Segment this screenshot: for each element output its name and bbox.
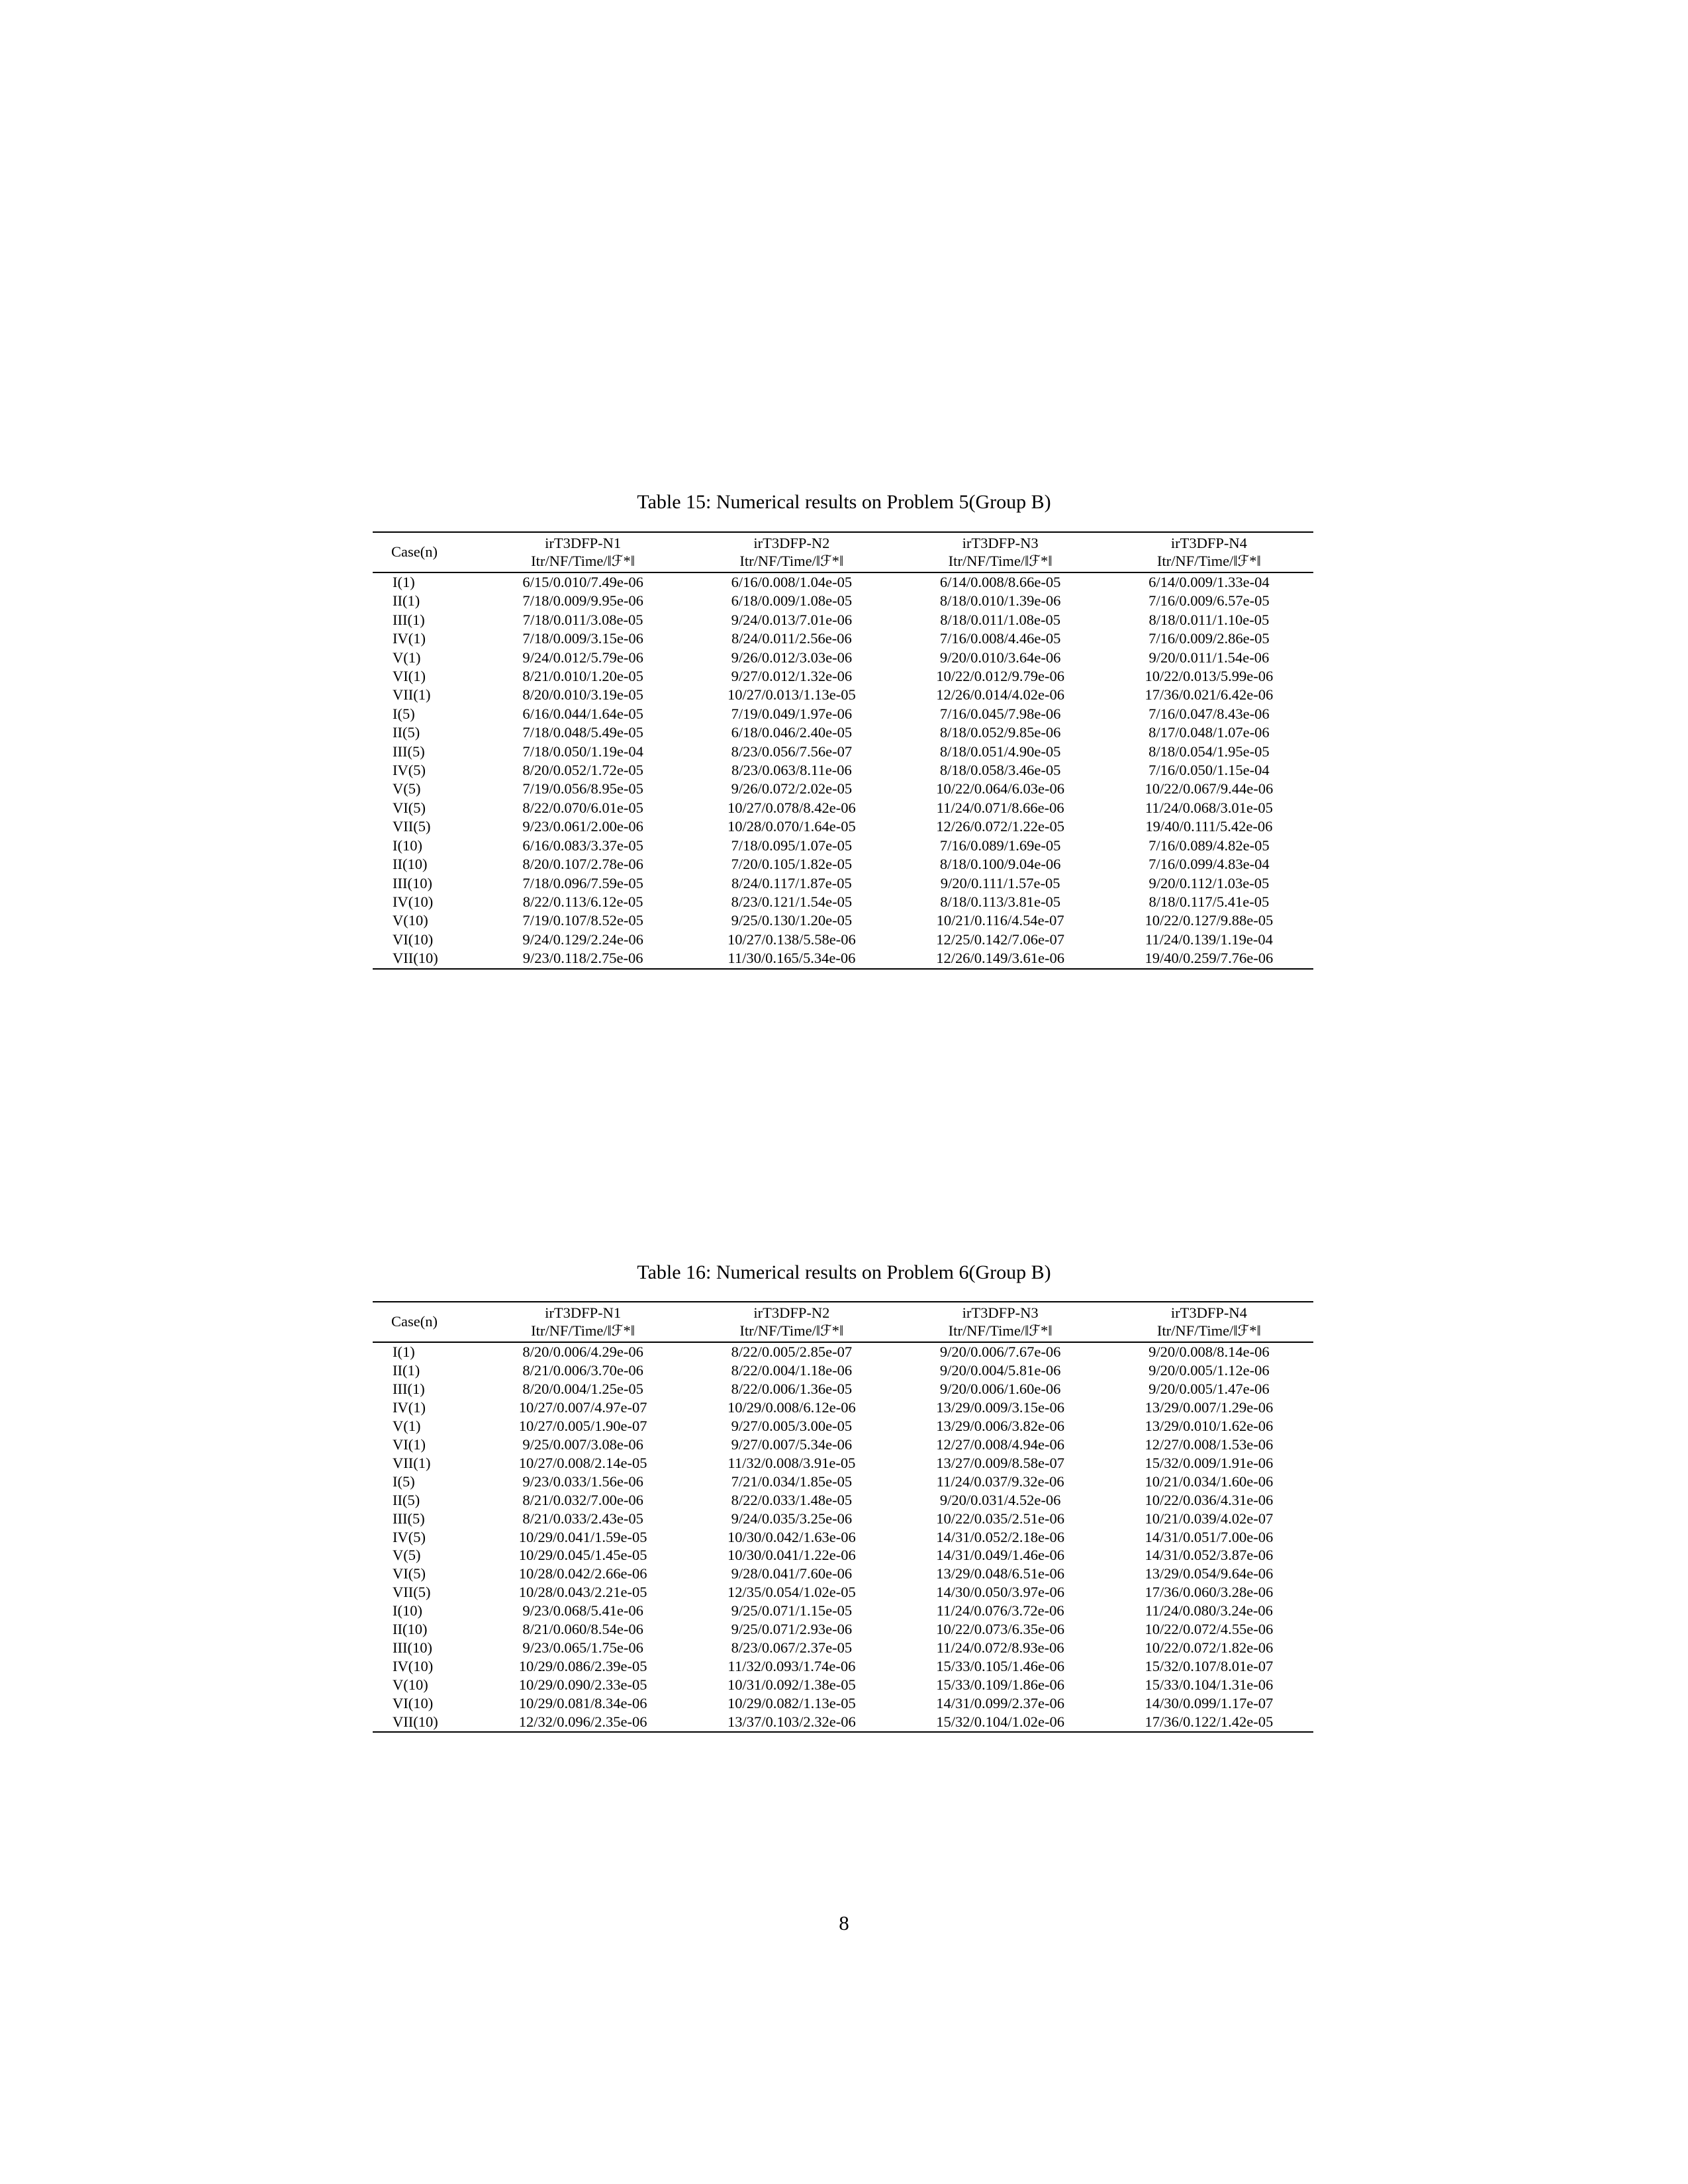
algorithm-column-header [479, 1302, 687, 1342]
value-cell: 13/29/0.010/1.62e-06 [1145, 1417, 1274, 1434]
algorithm-name: irT3DFP-N2 [753, 1304, 830, 1321]
metric-format-label: Itr/NF/Time/‖ℱ*‖ [739, 553, 844, 569]
table-16-header [373, 1302, 1313, 1342]
value-cell: 7/16/0.099/4.83e-04 [1149, 856, 1270, 873]
value-cell: 11/30/0.165/5.34e-06 [727, 950, 856, 967]
value-cell: 15/32/0.107/8.01e-07 [1145, 1658, 1274, 1675]
table-row [373, 1713, 1313, 1732]
case-cell: VI(1) [393, 668, 426, 685]
header-row [373, 1302, 1313, 1342]
table-row [373, 1473, 1313, 1491]
value-cell: 8/20/0.010/3.19e-05 [522, 686, 643, 704]
case-cell: II(1) [393, 1361, 420, 1379]
case-cell: III(1) [393, 611, 425, 628]
case-cell: V(10) [393, 912, 428, 929]
value-cell: 6/14/0.009/1.33e-04 [1149, 574, 1270, 590]
value-cell: 8/18/0.011/1.10e-05 [1149, 611, 1270, 628]
value-cell: 9/20/0.006/1.60e-06 [939, 1380, 1061, 1397]
table-row [373, 1361, 1313, 1380]
case-cell: IV(1) [393, 630, 426, 647]
case-cell: V(1) [393, 649, 421, 666]
value-cell: 10/22/0.012/9.79e-06 [936, 668, 1064, 685]
case-cell: VII(10) [393, 1713, 438, 1731]
case-cell: VII(1) [393, 686, 431, 704]
value-cell: 7/16/0.009/2.86e-05 [1149, 630, 1270, 647]
case-cell: III(1) [393, 1380, 425, 1397]
value-cell: 11/32/0.093/1.74e-06 [727, 1658, 856, 1675]
value-cell: 6/15/0.010/7.49e-06 [522, 574, 643, 590]
value-cell: 9/20/0.031/4.52e-06 [939, 1491, 1061, 1508]
case-cell: VII(10) [393, 950, 438, 967]
table-row [373, 1491, 1313, 1510]
value-cell: 8/18/0.113/3.81e-05 [940, 893, 1060, 910]
value-cell: 6/18/0.009/1.08e-05 [731, 592, 853, 610]
value-cell: 9/24/0.129/2.24e-06 [522, 931, 643, 948]
case-cell: V(5) [393, 1547, 421, 1564]
value-cell: 12/26/0.149/3.61e-06 [936, 950, 1064, 967]
case-cell: III(10) [393, 1639, 432, 1657]
table-15-caption: Table 15: Numerical results on Problem 5(Group B) [637, 491, 1051, 513]
value-cell: 9/23/0.118/2.75e-06 [522, 950, 643, 967]
value-cell: 6/16/0.044/1.64e-05 [522, 705, 643, 722]
value-cell: 10/27/0.005/1.90e-07 [518, 1417, 647, 1434]
value-cell: 10/21/0.034/1.60e-06 [1145, 1473, 1274, 1490]
case-cell: IV(10) [393, 893, 434, 910]
value-cell: 8/17/0.048/1.07e-06 [1149, 724, 1270, 741]
table-row [373, 1657, 1313, 1676]
value-cell: 12/25/0.142/7.06e-07 [936, 931, 1064, 948]
value-cell: 17/36/0.060/3.28e-06 [1145, 1584, 1274, 1601]
value-cell: 11/32/0.008/3.91e-05 [727, 1454, 856, 1471]
table-row [373, 931, 1313, 949]
value-cell: 7/16/0.089/4.82e-05 [1149, 837, 1270, 854]
case-column-header: Case(n) [391, 543, 438, 560]
table-row [373, 649, 1313, 667]
value-cell: 17/36/0.021/6.42e-06 [1145, 686, 1274, 704]
table-row [373, 1602, 1313, 1620]
value-cell: 14/30/0.050/3.97e-06 [936, 1584, 1064, 1601]
table-row [373, 874, 1313, 893]
value-cell: 8/22/0.033/1.48e-05 [731, 1491, 853, 1508]
value-cell: 14/31/0.099/2.37e-06 [936, 1695, 1064, 1712]
case-cell: IV(5) [393, 762, 426, 779]
table-row [373, 893, 1313, 911]
case-column-header: Case(n) [391, 1313, 438, 1330]
algorithm-name: irT3DFP-N4 [1170, 1304, 1247, 1321]
value-cell: 6/16/0.083/3.37e-05 [522, 837, 643, 854]
value-cell: 8/21/0.010/1.20e-05 [522, 668, 643, 685]
value-cell: 14/31/0.049/1.46e-06 [936, 1547, 1064, 1564]
value-cell: 10/22/0.035/2.51e-06 [936, 1510, 1064, 1527]
value-cell: 9/25/0.007/3.08e-06 [522, 1435, 643, 1453]
value-cell: 10/30/0.041/1.22e-06 [727, 1547, 856, 1564]
table-row [373, 1342, 1313, 1361]
value-cell: 13/29/0.048/6.51e-06 [936, 1565, 1064, 1582]
table-row [373, 1528, 1313, 1547]
case-cell: II(10) [393, 856, 428, 873]
value-cell: 11/24/0.037/9.32e-06 [936, 1473, 1064, 1490]
algorithm-column-header [896, 1302, 1105, 1342]
table-row [373, 667, 1313, 686]
value-cell: 7/16/0.047/8.43e-06 [1149, 705, 1270, 722]
metric-format-label: Itr/NF/Time/‖ℱ*‖ [1156, 553, 1261, 569]
value-cell: 7/18/0.009/9.95e-06 [522, 592, 643, 610]
value-cell: 17/36/0.122/1.42e-05 [1145, 1713, 1274, 1731]
table-row [373, 686, 1313, 704]
value-cell: 8/21/0.060/8.54e-06 [522, 1621, 643, 1638]
value-cell: 10/22/0.013/5.99e-06 [1145, 668, 1274, 685]
value-cell: 7/18/0.096/7.59e-05 [522, 874, 643, 891]
value-cell: 9/23/0.033/1.56e-06 [522, 1473, 643, 1490]
table-row [373, 629, 1313, 648]
table-row [373, 949, 1313, 968]
value-cell: 9/28/0.041/7.60e-06 [731, 1565, 853, 1582]
value-cell: 10/22/0.064/6.03e-06 [936, 780, 1064, 797]
value-cell: 8/18/0.010/1.39e-06 [939, 592, 1061, 610]
value-cell: 10/31/0.092/1.38e-05 [727, 1676, 856, 1694]
value-cell: 7/18/0.009/3.15e-06 [522, 630, 643, 647]
table-row [373, 1620, 1313, 1639]
table-15-header [373, 532, 1313, 572]
table-row [373, 611, 1313, 629]
value-cell: 7/20/0.105/1.82e-05 [731, 856, 853, 873]
algorithm-column-header [687, 532, 896, 572]
algorithm-name: irT3DFP-N3 [962, 1304, 1039, 1321]
value-cell: 11/24/0.080/3.24e-06 [1145, 1602, 1273, 1619]
metric-format-label: Itr/NF/Time/‖ℱ*‖ [739, 1322, 844, 1339]
value-cell: 9/26/0.012/3.03e-06 [731, 649, 853, 666]
case-cell: V(10) [393, 1676, 428, 1694]
value-cell: 13/27/0.009/8.58e-07 [936, 1454, 1064, 1471]
value-cell: 10/21/0.116/4.54e-07 [936, 912, 1064, 929]
table-row [373, 761, 1313, 780]
value-cell: 10/22/0.073/6.35e-06 [936, 1621, 1064, 1638]
case-cell: V(5) [393, 780, 421, 797]
value-cell: 9/20/0.006/7.67e-06 [939, 1343, 1061, 1360]
value-cell: 10/29/0.045/1.45e-05 [518, 1547, 647, 1564]
table-row [373, 1694, 1313, 1713]
table-row [373, 837, 1313, 855]
value-cell: 8/18/0.011/1.08e-05 [940, 611, 1060, 628]
value-cell: 8/20/0.107/2.78e-06 [522, 856, 643, 873]
value-cell: 10/22/0.072/1.82e-06 [1145, 1639, 1274, 1657]
value-cell: 9/20/0.004/5.81e-06 [939, 1361, 1061, 1379]
value-cell: 7/18/0.050/1.19e-04 [522, 743, 643, 760]
value-cell: 12/27/0.008/4.94e-06 [936, 1435, 1064, 1453]
value-cell: 14/31/0.051/7.00e-06 [1145, 1528, 1274, 1545]
value-cell: 15/33/0.104/1.31e-06 [1145, 1676, 1274, 1694]
case-cell: I(5) [393, 705, 415, 722]
value-cell: 10/21/0.039/4.02e-07 [1145, 1510, 1274, 1527]
metric-format-label: Itr/NF/Time/‖ℱ*‖ [531, 1322, 635, 1339]
value-cell: 11/24/0.139/1.19e-04 [1145, 931, 1273, 948]
value-cell: 9/23/0.065/1.75e-06 [522, 1639, 643, 1657]
case-cell: IV(5) [393, 1528, 426, 1545]
value-cell: 19/40/0.111/5.42e-06 [1145, 818, 1273, 835]
value-cell: 12/26/0.014/4.02e-06 [936, 686, 1064, 704]
value-cell: 9/20/0.005/1.47e-06 [1149, 1380, 1270, 1397]
metric-format-label: Itr/NF/Time/‖ℱ*‖ [1156, 1322, 1261, 1339]
case-cell: IV(10) [393, 1658, 434, 1675]
value-cell: 15/33/0.105/1.46e-06 [936, 1658, 1064, 1675]
value-cell: 7/18/0.095/1.07e-05 [731, 837, 853, 854]
value-cell: 6/14/0.008/8.66e-05 [939, 574, 1061, 590]
value-cell: 10/27/0.013/1.13e-05 [727, 686, 856, 704]
value-cell: 8/22/0.070/6.01e-05 [522, 799, 643, 816]
value-cell: 9/24/0.012/5.79e-06 [522, 649, 643, 666]
algorithm-column-header [896, 532, 1105, 572]
case-cell: VI(10) [393, 1695, 434, 1712]
table-15-body [373, 572, 1313, 969]
table-row [373, 780, 1313, 798]
algorithm-name: irT3DFP-N4 [1170, 535, 1247, 551]
value-cell: 9/25/0.071/2.93e-06 [731, 1621, 853, 1638]
value-cell: 14/31/0.052/3.87e-06 [1145, 1547, 1274, 1564]
value-cell: 13/37/0.103/2.32e-06 [727, 1713, 856, 1731]
value-cell: 14/31/0.052/2.18e-06 [936, 1528, 1064, 1545]
value-cell: 8/24/0.117/1.87e-05 [731, 874, 852, 891]
value-cell: 7/16/0.008/4.46e-05 [939, 630, 1061, 647]
table-row [373, 572, 1313, 592]
value-cell: 9/20/0.005/1.12e-06 [1149, 1361, 1270, 1379]
case-cell: VII(5) [393, 1584, 431, 1601]
value-cell: 10/29/0.086/2.39e-05 [518, 1658, 647, 1675]
value-cell: 8/22/0.004/1.18e-06 [731, 1361, 853, 1379]
case-cell: VI(1) [393, 1435, 426, 1453]
value-cell: 12/26/0.072/1.22e-05 [936, 818, 1064, 835]
value-cell: 13/29/0.006/3.82e-06 [936, 1417, 1064, 1434]
table-row [373, 1510, 1313, 1528]
metric-format-label: Itr/NF/Time/‖ℱ*‖ [948, 553, 1053, 569]
value-cell: 8/21/0.033/2.43e-05 [522, 1510, 643, 1527]
value-cell: 10/29/0.081/8.34e-06 [518, 1695, 647, 1712]
case-cell: II(1) [393, 592, 420, 610]
value-cell: 8/20/0.052/1.72e-05 [522, 762, 643, 779]
value-cell: 10/27/0.008/2.14e-05 [518, 1454, 647, 1471]
metric-format-label: Itr/NF/Time/‖ℱ*‖ [531, 553, 635, 569]
results-table-16 [373, 1301, 1313, 1733]
case-cell: II(5) [393, 1491, 420, 1508]
table-row [373, 743, 1313, 761]
case-cell: I(10) [393, 1602, 422, 1619]
case-cell: V(1) [393, 1417, 421, 1434]
case-cell: VI(10) [393, 931, 434, 948]
value-cell: 7/19/0.107/8.52e-05 [522, 912, 643, 929]
value-cell: 9/27/0.007/5.34e-06 [731, 1435, 853, 1453]
table-row [373, 1398, 1313, 1417]
case-cell: VII(1) [393, 1454, 431, 1471]
value-cell: 7/19/0.049/1.97e-06 [731, 705, 853, 722]
value-cell: 7/16/0.045/7.98e-06 [939, 705, 1061, 722]
value-cell: 7/16/0.009/6.57e-05 [1149, 592, 1270, 610]
value-cell: 7/16/0.089/1.69e-05 [939, 837, 1061, 854]
table-row [373, 705, 1313, 723]
algorithm-column-header [687, 1302, 896, 1342]
value-cell: 13/29/0.054/9.64e-06 [1145, 1565, 1274, 1582]
algorithm-column-header [479, 532, 687, 572]
value-cell: 10/29/0.082/1.13e-05 [727, 1695, 856, 1712]
table-row [373, 799, 1313, 817]
value-cell: 8/18/0.054/1.95e-05 [1149, 743, 1270, 760]
value-cell: 10/29/0.008/6.12e-06 [727, 1398, 856, 1416]
value-cell: 10/22/0.036/4.31e-06 [1145, 1491, 1274, 1508]
value-cell: 9/25/0.130/1.20e-05 [731, 912, 853, 929]
table-row [373, 1676, 1313, 1694]
value-cell: 9/20/0.008/8.14e-06 [1149, 1343, 1270, 1360]
value-cell: 8/23/0.056/7.56e-07 [731, 743, 853, 760]
value-cell: 9/25/0.071/1.15e-05 [731, 1602, 853, 1619]
value-cell: 10/27/0.078/8.42e-06 [727, 799, 856, 816]
table-row [373, 1435, 1313, 1454]
value-cell: 8/18/0.117/5.41e-05 [1149, 893, 1270, 910]
value-cell: 8/22/0.113/6.12e-05 [522, 893, 643, 910]
case-cell: I(5) [393, 1473, 415, 1490]
value-cell: 10/29/0.041/1.59e-05 [518, 1528, 647, 1545]
table-row [373, 1380, 1313, 1398]
value-cell: 10/27/0.007/4.97e-07 [518, 1398, 647, 1416]
value-cell: 8/22/0.005/2.85e-07 [731, 1343, 853, 1360]
value-cell: 7/16/0.050/1.15e-04 [1149, 762, 1270, 779]
value-cell: 12/32/0.096/2.35e-06 [518, 1713, 647, 1731]
case-cell: III(5) [393, 743, 425, 760]
table-row [373, 1565, 1313, 1583]
value-cell: 9/23/0.068/5.41e-06 [522, 1602, 643, 1619]
value-cell: 10/30/0.042/1.63e-06 [727, 1528, 856, 1545]
case-cell: III(5) [393, 1510, 425, 1527]
case-cell: VII(5) [393, 818, 431, 835]
value-cell: 9/24/0.035/3.25e-06 [731, 1510, 853, 1527]
value-cell: 9/27/0.012/1.32e-06 [731, 668, 853, 685]
table-row [373, 1583, 1313, 1602]
value-cell: 9/27/0.005/3.00e-05 [731, 1417, 853, 1434]
value-cell: 9/20/0.111/1.57e-05 [940, 874, 1060, 891]
value-cell: 13/29/0.007/1.29e-06 [1145, 1398, 1274, 1416]
case-cell: I(1) [393, 574, 415, 590]
case-cell: I(10) [393, 837, 422, 854]
case-cell: VI(5) [393, 799, 426, 816]
value-cell: 7/18/0.011/3.08e-05 [522, 611, 643, 628]
value-cell: 9/20/0.010/3.64e-06 [939, 649, 1061, 666]
value-cell: 19/40/0.259/7.76e-06 [1145, 950, 1274, 967]
table-row [373, 911, 1313, 930]
value-cell: 8/21/0.032/7.00e-06 [522, 1491, 643, 1508]
value-cell: 8/20/0.006/4.29e-06 [522, 1343, 643, 1360]
value-cell: 6/18/0.046/2.40e-05 [731, 724, 853, 741]
value-cell: 12/35/0.054/1.02e-05 [727, 1584, 856, 1601]
value-cell: 11/24/0.071/8.66e-06 [936, 799, 1064, 816]
value-cell: 8/23/0.121/1.54e-05 [731, 893, 853, 910]
value-cell: 10/28/0.042/2.66e-06 [518, 1565, 647, 1582]
table-row [373, 1454, 1313, 1473]
algorithm-name: irT3DFP-N3 [962, 535, 1039, 551]
table-row [373, 1417, 1313, 1435]
results-table-15 [373, 531, 1313, 970]
value-cell: 11/24/0.072/8.93e-06 [936, 1639, 1064, 1657]
value-cell: 15/32/0.104/1.02e-06 [936, 1713, 1064, 1731]
table-row [373, 1546, 1313, 1565]
value-cell: 7/18/0.048/5.49e-05 [522, 724, 643, 741]
value-cell: 8/18/0.058/3.46e-05 [939, 762, 1061, 779]
value-cell: 8/18/0.051/4.90e-05 [939, 743, 1061, 760]
value-cell: 7/19/0.056/8.95e-05 [522, 780, 643, 797]
value-cell: 15/33/0.109/1.86e-06 [936, 1676, 1064, 1694]
value-cell: 8/24/0.011/2.56e-06 [731, 630, 852, 647]
value-cell: 10/22/0.072/4.55e-06 [1145, 1621, 1274, 1638]
table-row [373, 817, 1313, 836]
value-cell: 10/22/0.067/9.44e-06 [1145, 780, 1274, 797]
value-cell: 11/24/0.068/3.01e-05 [1145, 799, 1273, 816]
case-cell: II(5) [393, 724, 420, 741]
value-cell: 10/29/0.090/2.33e-05 [518, 1676, 647, 1694]
value-cell: 8/22/0.006/1.36e-05 [731, 1380, 853, 1397]
case-cell: II(10) [393, 1621, 428, 1638]
value-cell: 8/23/0.063/8.11e-06 [731, 762, 852, 779]
value-cell: 9/23/0.061/2.00e-06 [522, 818, 643, 835]
value-cell: 10/27/0.138/5.58e-06 [727, 931, 856, 948]
value-cell: 8/20/0.004/1.25e-05 [522, 1380, 643, 1397]
algorithm-name: irT3DFP-N1 [545, 1304, 622, 1321]
case-cell: I(1) [393, 1343, 415, 1360]
page-number: 8 [839, 1911, 849, 1934]
value-cell: 10/28/0.070/1.64e-05 [727, 818, 856, 835]
algorithm-name: irT3DFP-N1 [545, 535, 622, 551]
algorithm-column-header [1105, 532, 1313, 572]
value-cell: 10/22/0.127/9.88e-05 [1145, 912, 1274, 929]
header-row [373, 532, 1313, 572]
value-cell: 9/26/0.072/2.02e-05 [731, 780, 853, 797]
value-cell: 14/30/0.099/1.17e-07 [1145, 1695, 1274, 1712]
case-cell: IV(1) [393, 1398, 426, 1416]
value-cell: 9/20/0.011/1.54e-06 [1149, 649, 1270, 666]
value-cell: 7/21/0.034/1.85e-05 [731, 1473, 853, 1490]
value-cell: 12/27/0.008/1.53e-06 [1145, 1435, 1274, 1453]
value-cell: 6/16/0.008/1.04e-05 [731, 574, 853, 590]
value-cell: 8/21/0.006/3.70e-06 [522, 1361, 643, 1379]
value-cell: 13/29/0.009/3.15e-06 [936, 1398, 1064, 1416]
algorithm-name: irT3DFP-N2 [753, 535, 830, 551]
case-cell: III(10) [393, 874, 432, 891]
algorithm-column-header [1105, 1302, 1313, 1342]
value-cell: 8/23/0.067/2.37e-05 [731, 1639, 853, 1657]
value-cell: 10/28/0.043/2.21e-05 [518, 1584, 647, 1601]
value-cell: 11/24/0.076/3.72e-06 [936, 1602, 1064, 1619]
table-16-caption: Table 16: Numerical results on Problem 6(Group B) [637, 1261, 1051, 1283]
value-cell: 8/18/0.100/9.04e-06 [939, 856, 1061, 873]
value-cell: 9/24/0.013/7.01e-06 [731, 611, 853, 628]
table-row [373, 592, 1313, 610]
case-cell: VI(5) [393, 1565, 426, 1582]
value-cell: 15/32/0.009/1.91e-06 [1145, 1454, 1274, 1471]
value-cell: 8/18/0.052/9.85e-06 [939, 724, 1061, 741]
value-cell: 9/20/0.112/1.03e-05 [1149, 874, 1270, 891]
table-row [373, 1639, 1313, 1657]
table-row [373, 855, 1313, 874]
table-row [373, 723, 1313, 742]
table-16-body [373, 1342, 1313, 1732]
metric-format-label: Itr/NF/Time/‖ℱ*‖ [948, 1322, 1053, 1339]
